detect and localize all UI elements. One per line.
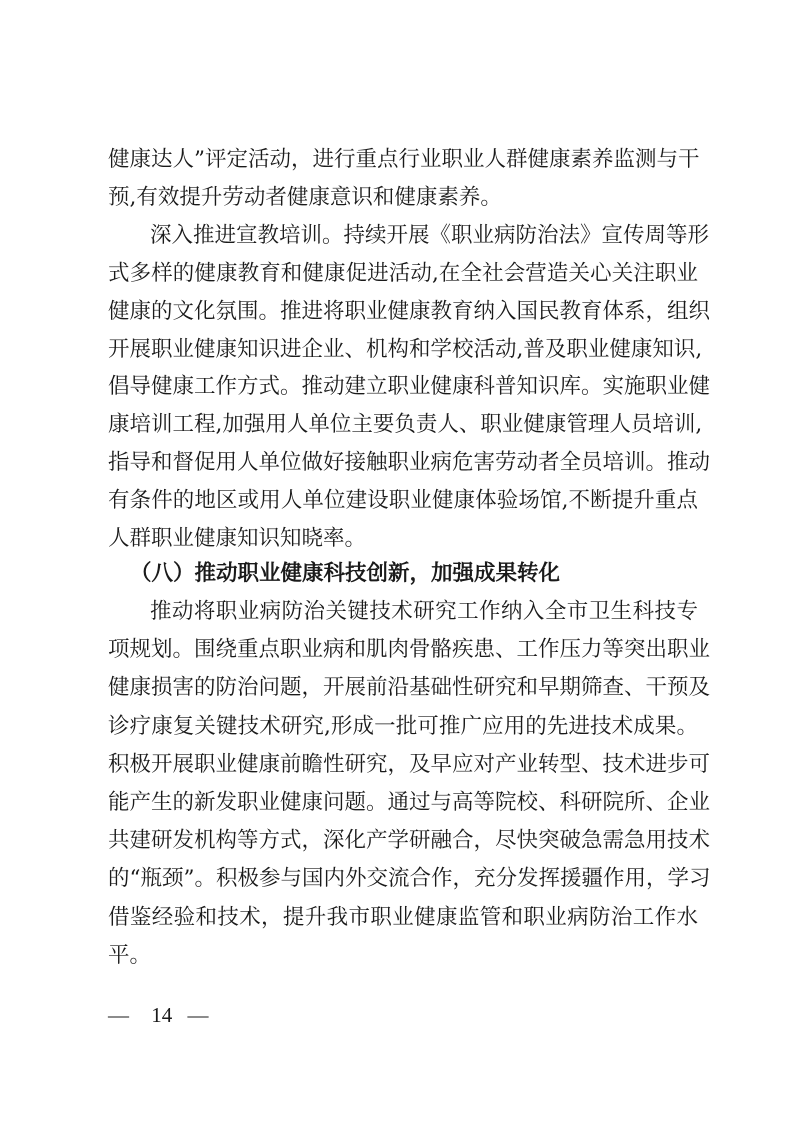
paragraph2-line-5: 倡导健康工作方式。推动建立职业健康科普知识库。实施职业健 [108,374,711,399]
paragraph2-line-1: 深入推进宣教培训。持续开展《职业病防治法》宣传周等形 [150,223,710,248]
paragraph2-line-4: 开展职业健康知识进企业、机构和学校活动,普及职业健康知识, [108,337,703,362]
paragraph2-line-2: 式多样的健康教育和健康促进活动,在全社会营造关心关注职业 [108,261,698,286]
paragraph3-line-9: 借鉴经验和技术，提升我市职业健康监管和职业病防治工作水 [108,905,698,930]
paragraph2-line-8: 有条件的地区或用人单位建设职业健康体验场馆,不断提升重点 [108,488,698,513]
paragraph1-line-1: 健康达人”评定活动，进行重点行业职业人群健康素养监测与干 [108,147,700,172]
section-heading: （八）推动职业健康科技创新，加强成果转化 [130,561,561,586]
footer-dash-right: — [187,1003,209,1027]
paragraph3-line-1: 推动将职业病防治关键技术研究工作纳入全市卫生科技专 [150,599,698,624]
paragraph2-line-7: 指导和督促用人单位做好接触职业病危害劳动者全员培训。推动 [108,450,711,475]
paragraph2-line-3: 健康的文化氛围。推进将职业健康教育纳入国民教育体系，组织 [108,299,711,324]
paragraph3-line-10: 平。 [108,943,152,968]
paragraph3-line-6: 能产生的新发职业健康问题。通过与高等院校、科研院所、企业 [108,790,711,815]
paragraph3-line-3: 健康损害的防治问题，开展前沿基础性研究和早期筛查、干预及 [108,675,711,700]
paragraph3-line-4: 诊疗康复关键技术研究,形成一批可推广应用的先进技术成果。 [108,714,698,739]
page-footer [108,1000,216,1030]
paragraph2-line-9: 人群职业健康知识知晓率。 [108,526,367,551]
paragraph3-line-7: 共建研发机构等方式，深化产学研融合，尽快突破急需急用技术 [108,828,711,853]
paragraph1-line-2: 预,有效提升劳动者健康意识和健康素养。 [108,185,502,210]
page-number: 14 [151,1003,173,1027]
paragraph2-line-6: 康培训工程,加强用人单位主要负责人、职业健康管理人员培训, [108,412,703,437]
paragraph3-line-2: 项规划。围绕重点职业病和肌肉骨骼疾患、工作压力等突出职业 [108,637,711,662]
footer-dash-left: — [108,1003,129,1027]
paragraph3-line-8: 的“瓶颈”。积极参与国内外交流合作，充分发挥援疆作用，学习 [108,866,711,891]
paragraph3-line-5: 积极开展职业健康前瞻性研究，及早应对产业转型、技术进步可 [108,752,711,777]
